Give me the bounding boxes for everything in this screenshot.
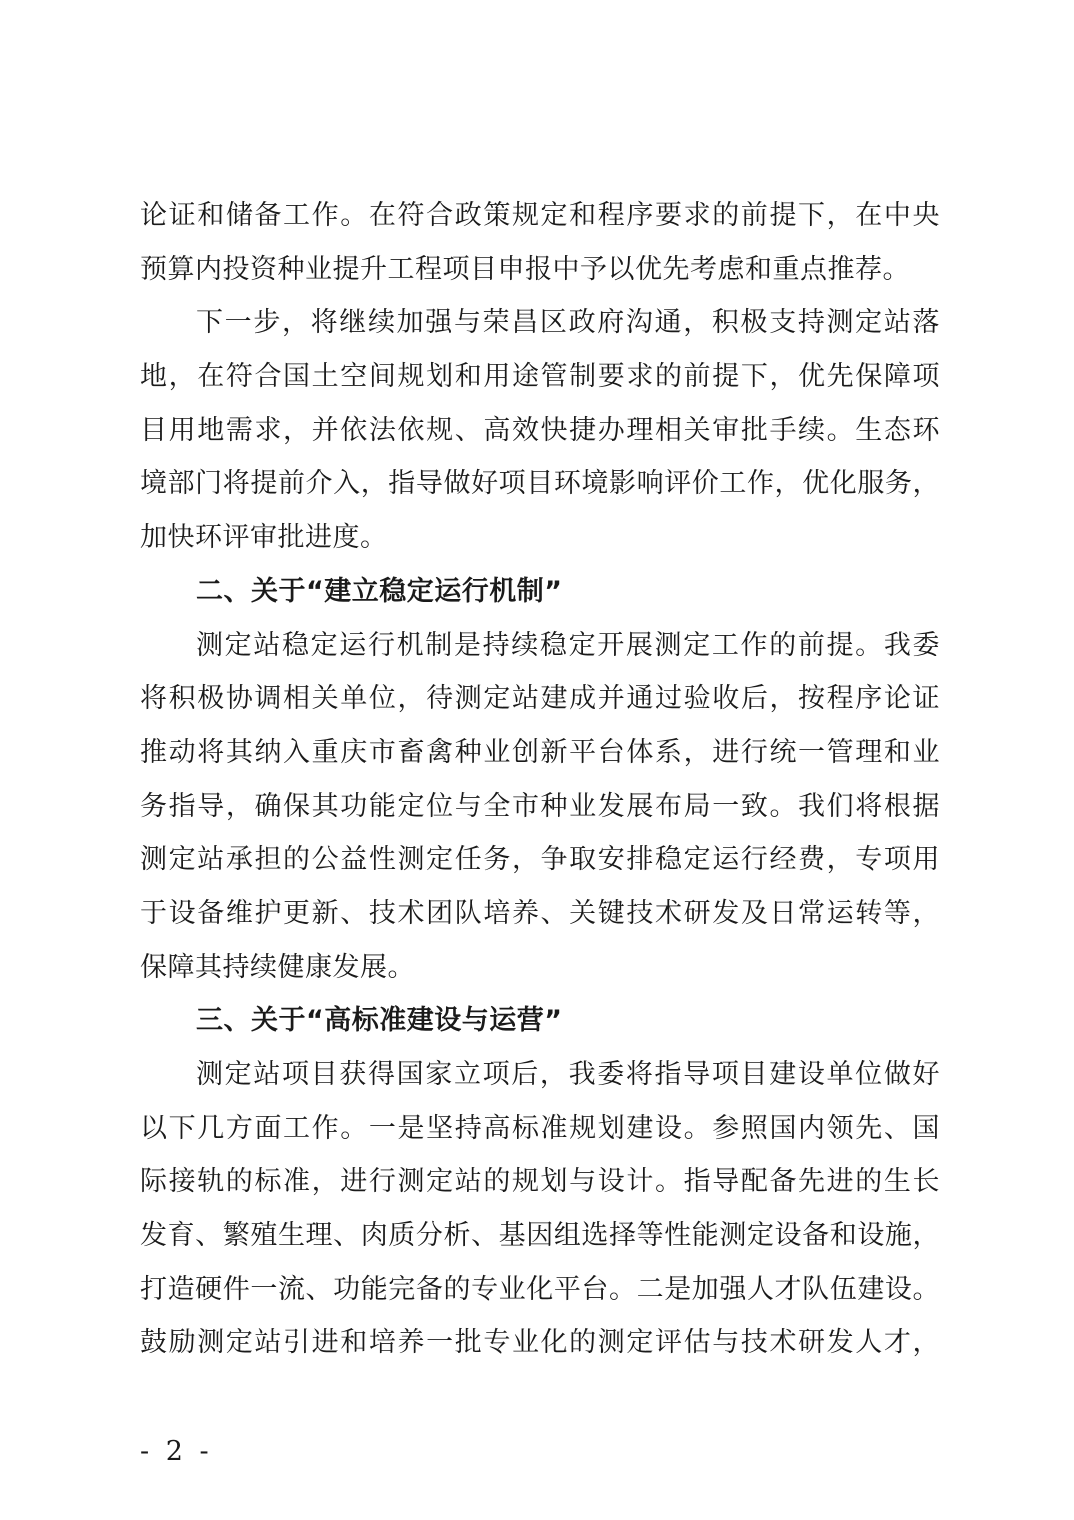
paragraph-3-line-6: 于设备维护更新、技术团队培养、关键技术研发及日常运转等， (140, 897, 940, 929)
paragraph-1-line-1: 论证和储备工作。在符合政策规定和程序要求的前提下，在中央 (140, 200, 940, 231)
paragraph-2-line-2: 地，在符合国土空间规划和用途管制要求的前提下，优先保障项 (140, 361, 940, 393)
paragraph-3-line-3: 推动将其纳入重庆市畜禽种业创新平台体系，进行统一管理和业 (140, 736, 940, 768)
paragraph-4-line-4: 发育、繁殖生理、肉质分析、基因组选择等性能测定设备和设施， (140, 1220, 940, 1252)
paragraph-3-line-5: 测定站承担的公益性测定任务，争取安排稳定运行经费，专项用 (140, 844, 940, 876)
paragraph-4-line-3: 际接轨的标准，进行测定站的规划与设计。指导配备先进的生长 (140, 1166, 940, 1198)
paragraph-4-line-1: 测定站项目获得国家立项后，我委将指导项目建设单位做好 (196, 1059, 940, 1090)
paragraph-2-line-1: 下一步，将继续加强与荣昌区政府沟通，积极支持测定站落 (196, 307, 940, 339)
paragraph-1-line-2: 预算内投资种业提升工程项目申报中予以优先考虑和重点推荐。 (140, 253, 910, 285)
page-number: - 2 - (140, 1436, 213, 1467)
paragraph-3-line-4: 务指导，确保其功能定位与全市种业发展布局一致。我们将根据 (140, 790, 940, 822)
paragraph-3-line-7: 保障其持续健康发展。 (140, 951, 415, 983)
section-heading-3: 三、关于“高标准建设与运营” (196, 1005, 563, 1037)
paragraph-3-line-2: 将积极协调相关单位，待测定站建成并通过验收后，按程序论证 (140, 683, 940, 715)
paragraph-2-line-5: 加快环评审批进度。 (140, 522, 388, 554)
document-body (140, 189, 940, 1370)
paragraph-3-line-1: 测定站稳定运行机制是持续稳定开展测定工作的前提。我委 (196, 629, 940, 661)
paragraph-4-line-2: 以下几方面工作。一是坚持高标准规划建设。参照国内领先、国 (140, 1112, 940, 1144)
paragraph-4-line-5: 打造硬件一流、功能完备的专业化平台。二是加强人才队伍建设。 (140, 1273, 940, 1305)
paragraph-2-line-3: 目用地需求，并依法依规、高效快捷办理相关审批手续。生态环 (140, 414, 940, 446)
section-heading-2: 二、关于“建立稳定运行机制” (196, 575, 563, 607)
paragraph-4-line-6: 鼓励测定站引进和培养一批专业化的测定评估与技术研发人才， (140, 1327, 940, 1359)
paragraph-2-line-4: 境部门将提前介入，指导做好项目环境影响评价工作，优化服务， (140, 468, 940, 500)
